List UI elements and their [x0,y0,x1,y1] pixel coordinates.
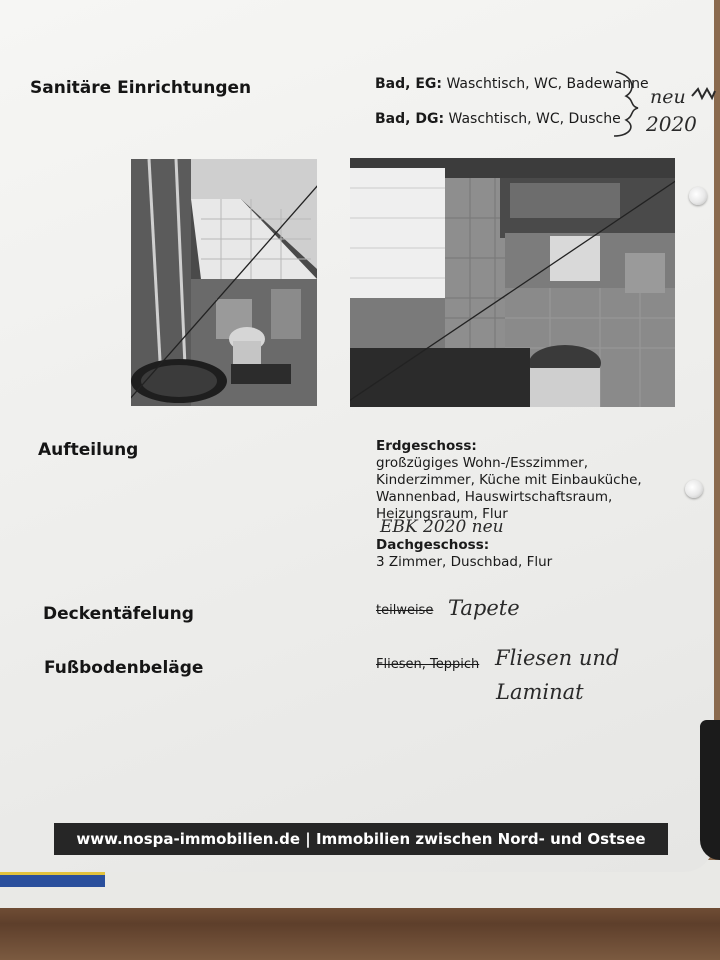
handwritten-note-year: 2020 [646,112,697,136]
attic-block [376,537,552,571]
punch-hole-lower [685,480,703,498]
attic-line: 3 Zimmer, Duschbad, Flur [376,554,553,570]
bathroom-photo-dg-image [131,159,317,406]
ground-floor-line: Heizungsraum, Flur [376,506,508,522]
bathroom-photo-dg [131,159,317,406]
bathroom-photo-eg-image [350,158,675,407]
attic-title: Dachgeschoss: [376,537,490,553]
scribble-strikeout [690,86,716,100]
handwritten-note-new: neu [650,86,686,108]
bath-eg-value: Waschtisch, WC, Badewanne [446,76,649,92]
ceiling-heading: Deckentäfelung [43,604,194,624]
sanitary-heading: Sanitäre Einrichtungen [30,78,252,98]
ground-floor-title: Erdgeschoss: [376,438,477,454]
ground-floor-line: Wannenbad, Hauswirtschaftsraum, [376,489,613,505]
footer-banner [54,823,668,855]
layout-heading: Aufteilung [38,440,139,460]
handwritten-ebk-note: EBK 2020 neu [380,517,504,537]
ceiling-handwritten-value: Tapete [448,596,520,620]
ground-floor-block [376,438,642,523]
bath-eg-label: Bad, EG: [375,76,442,92]
ground-floor-line: Kinderzimmer, Küche mit Einbauküche, [376,472,642,488]
shadow-edge [700,720,720,860]
handwritten-brace-icon [608,70,650,140]
floor-handwritten-line1: Fliesen und [495,646,620,670]
floor-handwritten-line2: Laminat [496,680,584,704]
bath-dg-label: Bad, DG: [375,111,445,127]
floor-original-value: Fliesen, Teppich [376,657,480,672]
floor-heading: Fußbodenbeläge [44,658,204,678]
bath-dg-value: Waschtisch, WC, Dusche [448,111,621,127]
bathroom-photo-eg [350,158,675,407]
punch-hole-upper [689,187,707,205]
bath-dg-line [375,111,621,127]
ground-floor-line: großzügiges Wohn-/Esszimmer, [376,455,588,471]
footer-text: www.nospa-immobilien.de | Immobilien zwischen Nord- und Ostsee [76,830,646,848]
ceiling-original-value: teilweise [376,603,434,618]
underlying-sheet-stripe [0,872,105,887]
